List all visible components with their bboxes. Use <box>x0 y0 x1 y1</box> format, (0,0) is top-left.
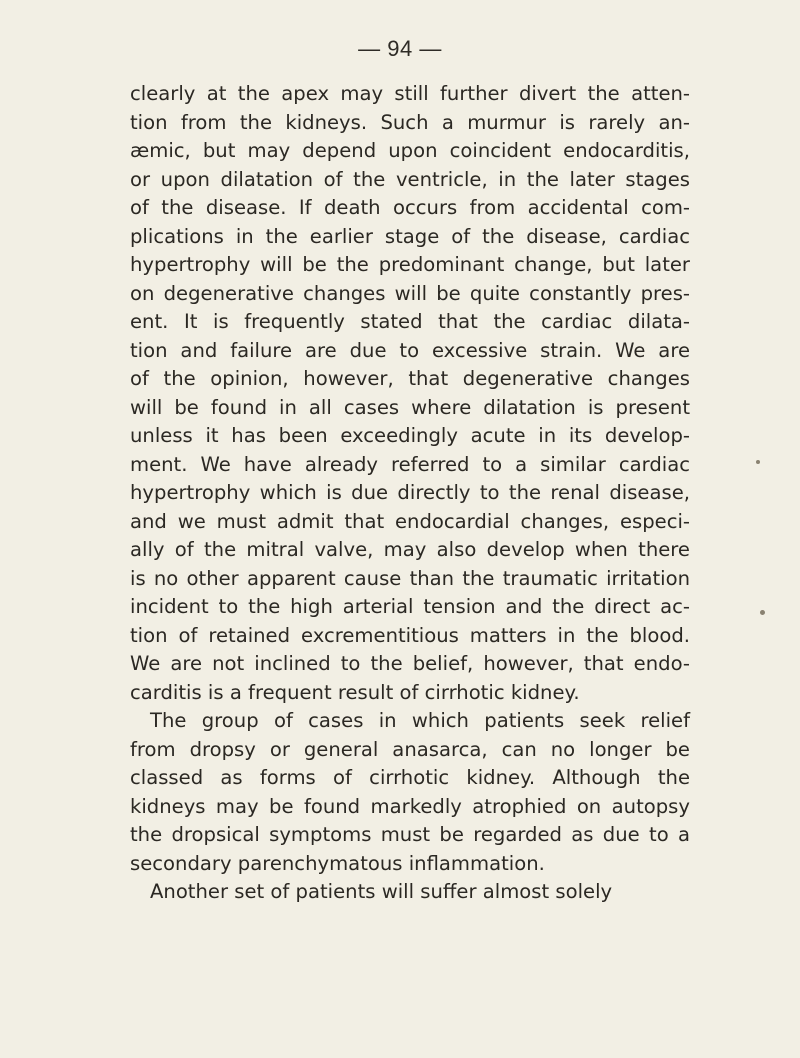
text-line: from dropsy or general anasarca, can no longer be <box>130 737 690 761</box>
text-line: hypertrophy which is due directly to the renal disease, <box>130 481 690 504</box>
text-line: clearly at the apex may still further divert the atten- <box>130 82 690 105</box>
paragraph-end-line: secondary parenchymatous inflammation. <box>130 851 545 875</box>
text-line: will be found in all cases where dilatation is present <box>130 395 690 419</box>
text-line: tion of retained excrementitious matters in the blood. <box>130 623 690 647</box>
text-line: the dropsical symptoms must be regarded as due to a <box>130 823 690 846</box>
text-line: ment. We have already referred to a similar cardiac <box>130 452 690 476</box>
paper-speck <box>756 460 760 464</box>
text-line: on degenerative changes will be quite constantly pres- <box>130 281 690 305</box>
text-line: unless it has been exceedingly acute in its develop- <box>130 424 690 447</box>
text-line: or upon dilatation of the ventricle, in the later stages <box>130 167 690 191</box>
text-line: ally of the mitral valve, may also develop when there <box>130 538 690 561</box>
paragraph-start-line: Another set of patients will suffer almost solely <box>150 880 613 903</box>
text-line: incident to the high arterial tension and the direct ac- <box>130 595 690 618</box>
paragraph-end-line: carditis is a frequent result of cirrhotic kidney. <box>130 680 580 704</box>
text-line: æmic, but may depend upon coincident endocarditis, <box>130 139 690 162</box>
text-line: is no other apparent cause than the traumatic irritation <box>130 566 690 590</box>
text-line: hypertrophy will be the predominant change, but later <box>130 253 690 276</box>
text-line: We are not inclined to the belief, however, that endo- <box>130 652 690 675</box>
text-line: tion and failure are due to excessive strain. We are <box>130 338 690 362</box>
paper-speck <box>760 610 765 615</box>
paragraph-start-line: The group of cases in which patients seek relief <box>150 709 690 732</box>
text-line: plications in the earlier stage of the disease, cardiac <box>130 224 690 248</box>
text-line: of the opinion, however, that degenerative changes <box>130 367 690 390</box>
text-line: kidneys may be found markedly atrophied on autopsy <box>130 794 690 818</box>
text-line: of the disease. If death occurs from accidental com- <box>130 196 690 219</box>
body-text <box>130 80 690 907</box>
text-line: and we must admit that endocardial changes, especi- <box>130 509 690 533</box>
page-number: — 94 — <box>358 36 442 61</box>
text-line: ent. It is frequently stated that the cardiac dilata- <box>130 310 690 333</box>
text-line: tion from the kidneys. Such a murmur is rarely an- <box>130 110 690 134</box>
text-line: classed as forms of cirrhotic kidney. Although the <box>130 766 690 789</box>
